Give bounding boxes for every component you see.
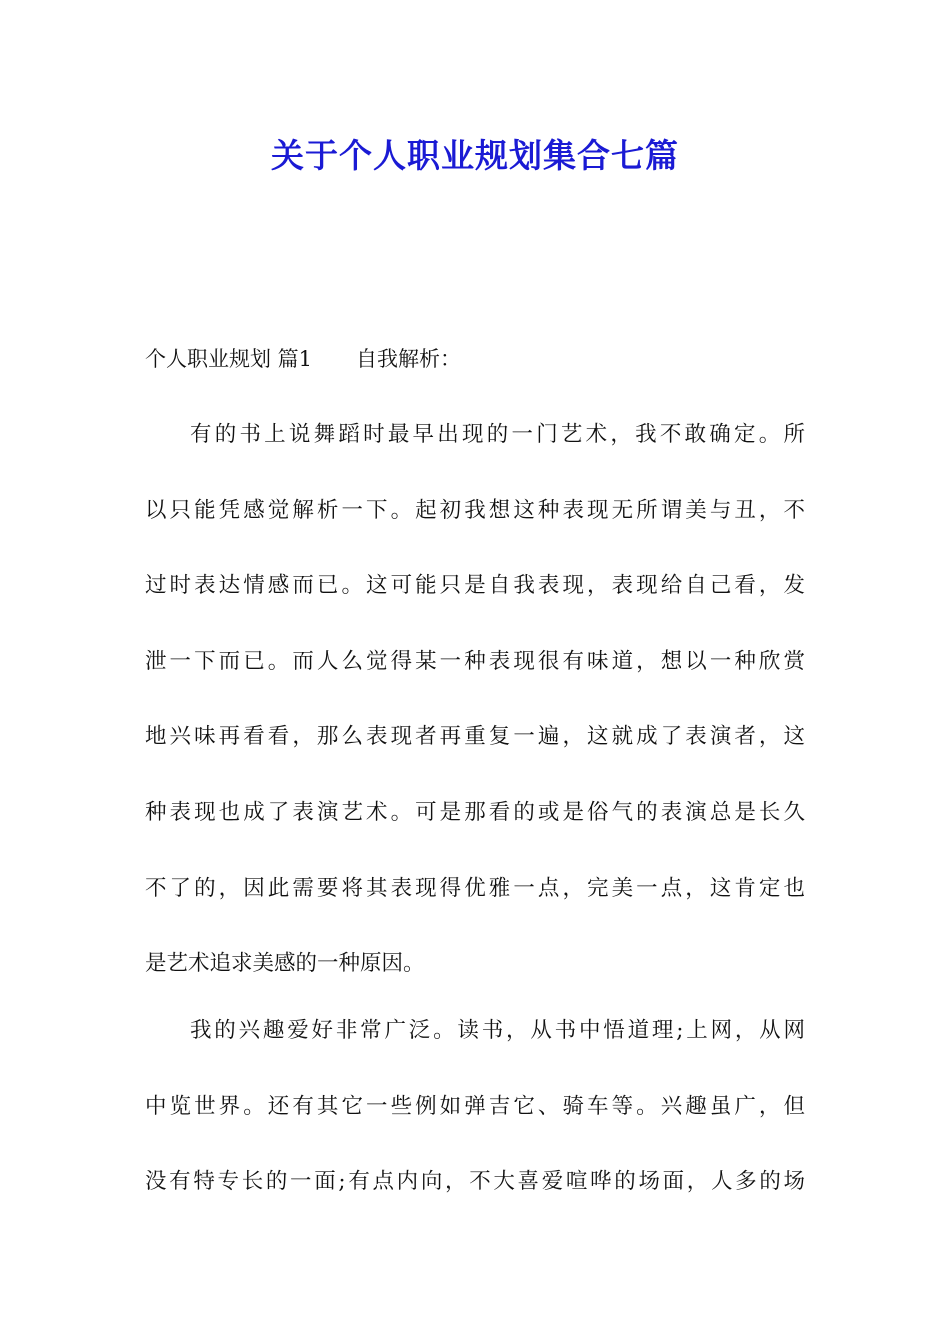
paragraph-1 [145, 397, 805, 1002]
paragraph-2 [145, 993, 805, 1220]
section-heading-line [145, 343, 461, 375]
paragraph-line: 以只能凭感觉解析一下。起初我想这种表现无所谓美与丑，不 [145, 497, 805, 523]
paragraph-line: 地兴味再看看，那么表现者再重复一遍，这就成了表演者，这 [145, 724, 805, 750]
paragraph-line: 种表现也成了表演艺术。可是那看的或是俗气的表演总是长久 [145, 799, 805, 825]
paragraph-line: 没有特专长的一面;有点内向，不大喜爱喧哗的场面，人多的场 [145, 1169, 805, 1195]
section-heading: 个人职业规划 篇1 [145, 347, 313, 371]
paragraph-line: 有的书上说舞蹈时最早出现的一门艺术，我不敢确定。所 [190, 422, 805, 447]
paragraph-line: 泄一下而已。而人么觉得某一种表现很有味道，想以一种欣赏 [145, 648, 805, 674]
paragraph-line: 我的兴趣爱好非常广泛。读书，从书中悟道理;上网，从网 [190, 1018, 805, 1043]
paragraph-line: 是艺术追求美感的一种原因。 [145, 951, 425, 977]
paragraph-line: 中览世界。还有其它一些例如弹吉它、骑车等。兴趣虽广，但 [145, 1093, 805, 1119]
document-title: 关于个人职业规划集合七篇 [271, 136, 679, 175]
paragraph-line: 不了的，因此需要将其表现得优雅一点，完美一点，这肯定也 [145, 875, 805, 901]
subheading: 自我解析： [356, 347, 462, 371]
paragraph-line: 过时表达情感而已。这可能只是自我表现，表现给自己看，发 [145, 573, 805, 599]
